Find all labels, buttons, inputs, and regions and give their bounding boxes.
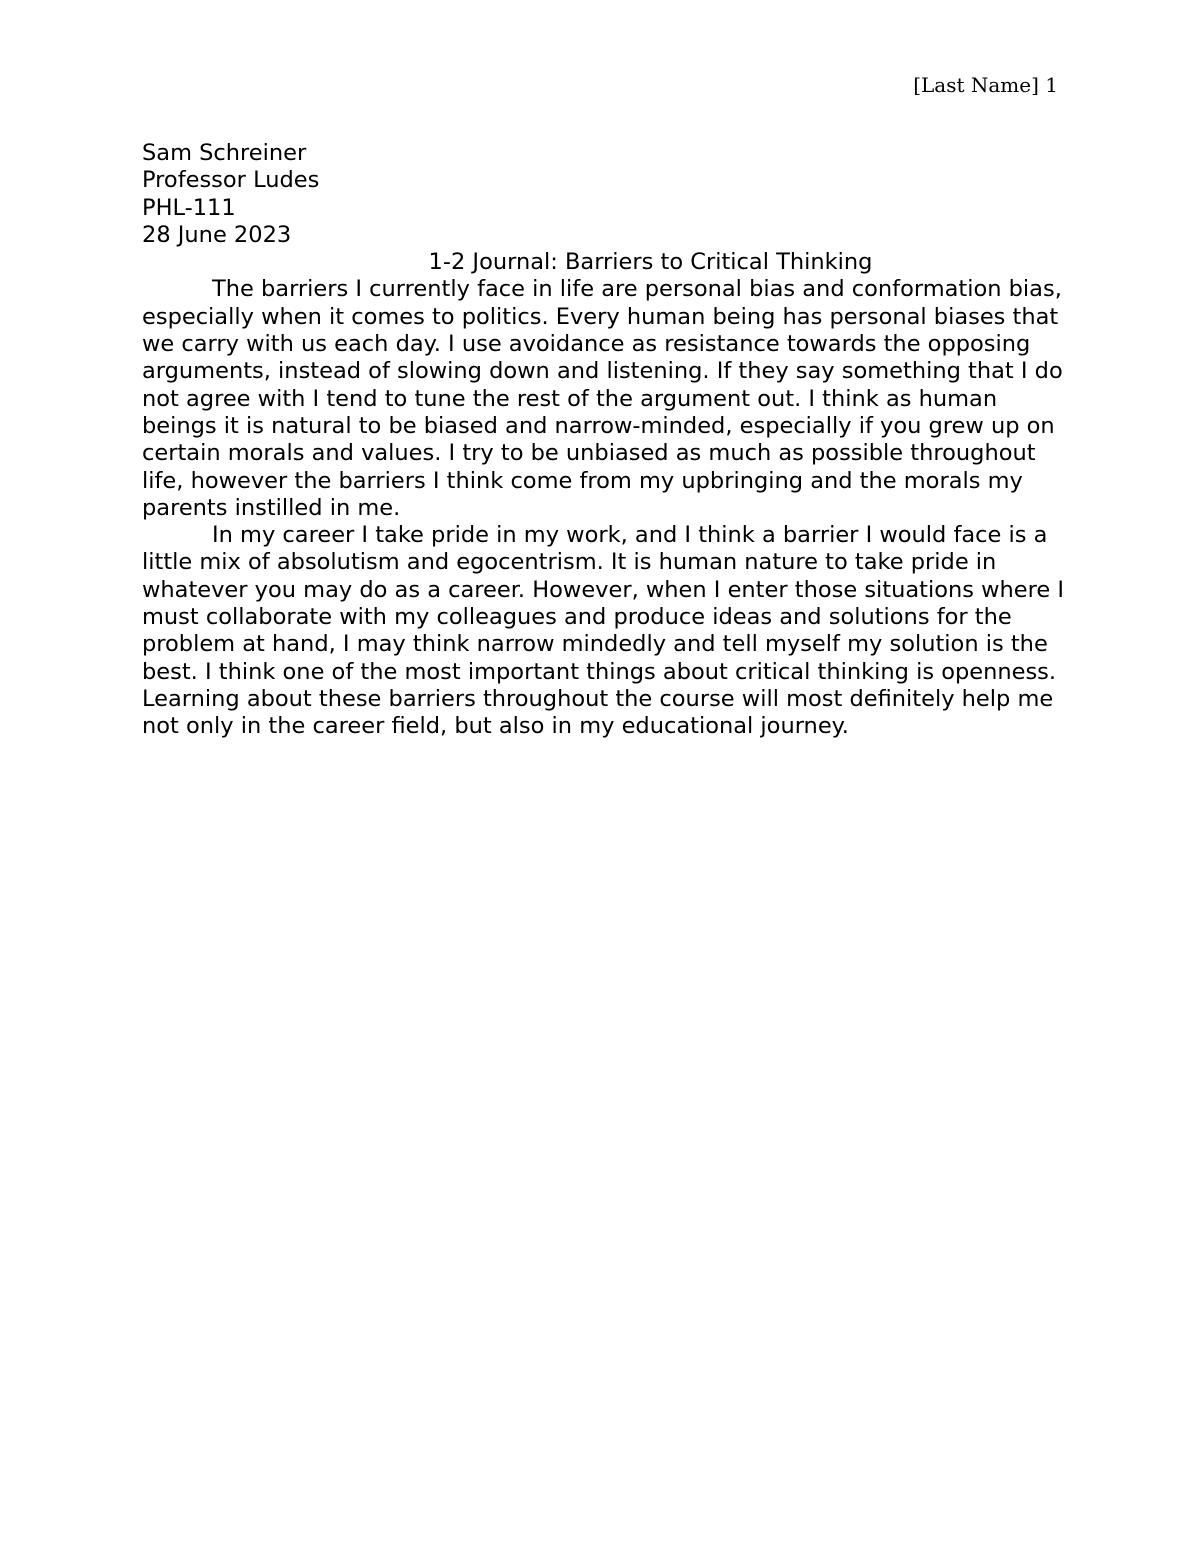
running-header: [Last Name] 1 — [913, 73, 1058, 97]
course-code: PHL-111 — [142, 194, 236, 221]
paragraph-2: In my career I take pride in my work, and I think a barrier I would face is a little mix of absolutism and egocentrism. It is human nature to take pride in whatever you may do as a career. However, when I enter those situations where I must collaborate with my colleagues and produce ideas and solutions for the problem at hand, I may think narrow mindedly and tell myself my solution is the best. I think one of the most important things about critical thinking is openness. Learning about these barriers throughout the course will most definitely help me not only in the career field, but also in my educational journey. — [142, 522, 1065, 740]
document-title: 1-2 Journal: Barriers to Critical Thinking — [428, 249, 873, 276]
paragraph-1: The barriers I currently face in life are personal bias and conformation bias, especially when it comes to politics. Every human being has personal biases that we carry with us each day. I use avoidance as resistance towards the opposing arguments, instead of slowing down and listening. If they say something that I do not agree with I tend to tune the rest of the argument out. I think as human beings it is natural to be biased and narrow-minded, especially if you grew up on certain morals and values. I try to be unbiased as much as possible throughout life, however the barriers I think come from my upbringing and the morals my parents instilled in me. — [142, 276, 1063, 521]
professor-name: Professor Ludes — [142, 167, 320, 194]
document-body — [142, 140, 1067, 741]
document-date: 28 June 2023 — [142, 221, 292, 248]
student-name: Sam Schreiner — [142, 140, 307, 166]
